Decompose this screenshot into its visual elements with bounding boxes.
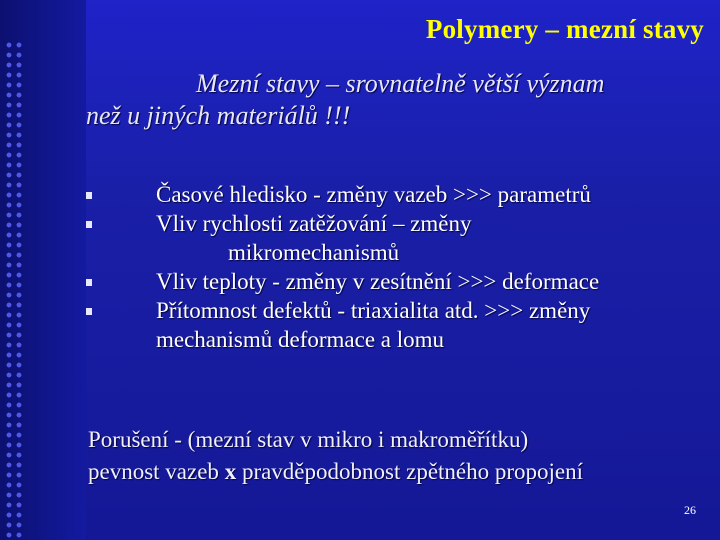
bullet-item [86, 267, 706, 296]
bullet-list [86, 180, 706, 354]
bullet-item [86, 209, 706, 267]
bullet-item [86, 296, 706, 354]
bottom-note [88, 424, 708, 488]
bullet-text-continuation: mechanismů deformace a lomu [156, 327, 445, 352]
bullet-text: Vliv rychlosti zatěžování – změny [156, 211, 472, 236]
bullet-text: Časové hledisko - změny vazeb >>> parametrů [156, 182, 591, 207]
bullet-text-continuation: mikromechanismů [228, 240, 400, 265]
bullet-item [86, 180, 706, 209]
bullet-square-icon [86, 308, 92, 315]
slide-title: Polymery – mezní stavy [425, 14, 704, 44]
bullet-square-icon [86, 221, 92, 228]
bottom-line-2-x: x [224, 459, 237, 484]
bottom-line-2 [88, 456, 708, 488]
decorative-squares [4, 40, 24, 540]
bottom-line-2-part-a: pevnost vazeb [88, 459, 225, 484]
bullet-text: Vliv teploty - změny v zesítnění >>> deformace [156, 269, 600, 294]
subtitle-line-1: Mezní stavy – srovnatelně větší význam [196, 69, 605, 98]
bullet-square-icon [86, 192, 92, 199]
bullet-text: Přítomnost defektů - triaxialita atd. >>> změny [156, 298, 591, 323]
bottom-line-1: Porušení - (mezní stav v mikro i makroměřítku) [88, 427, 529, 452]
bullet-square-icon [86, 279, 92, 286]
slide-subtitle [86, 68, 702, 132]
bottom-line-2-part-b: pravděpodobnost zpětného propojení [236, 459, 584, 484]
page-number: 26 [684, 503, 696, 517]
subtitle-line-2: než u jiných materiálů !!! [86, 101, 351, 130]
